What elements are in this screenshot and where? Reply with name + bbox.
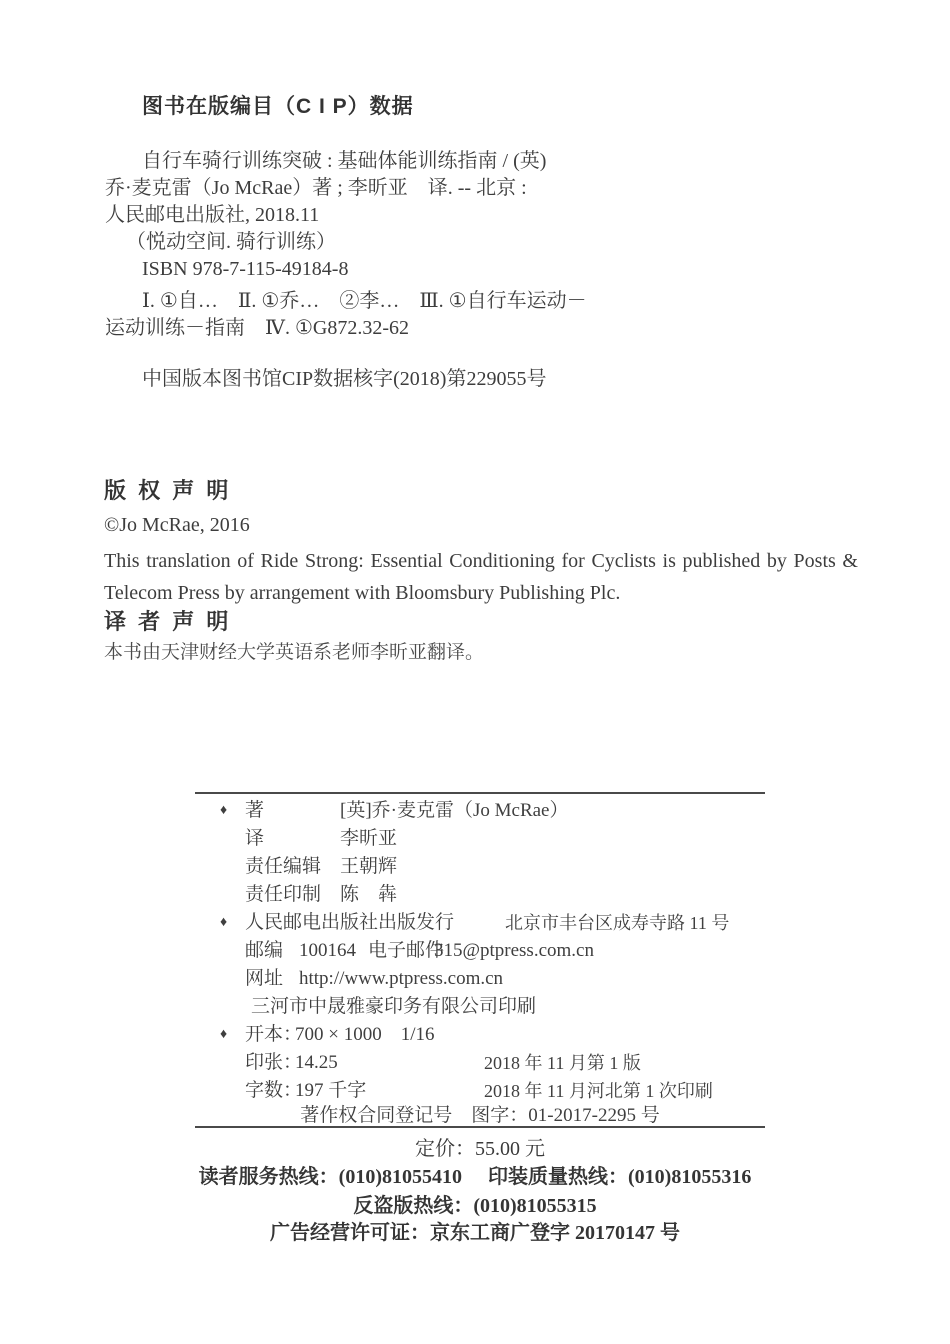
translator-statement-body: 本书由天津财经大学英语系老师李昕亚翻译。 (104, 642, 485, 663)
print-supervisor-value: 陈 犇 (340, 884, 398, 905)
translator-value: 李昕亚 (340, 828, 398, 849)
copyright-notice: ©Jo McRae, 2016 (104, 514, 250, 536)
translator-label: 译 (245, 828, 265, 849)
cip-index-line: 运动训练－指南 Ⅳ. ①G872.32-62 (105, 317, 410, 339)
colophon-row-words (195, 1077, 765, 1105)
colophon-row-translator (195, 825, 765, 853)
postcode-value: 100164 (299, 940, 356, 961)
printing-text: 2018 年 11 月河北第 1 次印刷 (484, 1081, 713, 1101)
format-label: 开本： (245, 1024, 303, 1045)
colophon-row-editor (195, 853, 765, 881)
words-value: 197 千字 (295, 1080, 367, 1101)
colophon-bottom-rule (195, 1126, 765, 1128)
diamond-bullet-icon: ♦ (220, 915, 228, 930)
publisher-address: 北京市丰台区成寿寺路 11 号 (505, 913, 730, 933)
author-label: 著 (245, 800, 265, 821)
author-value: [英]乔·麦克雷（Jo McRae） (340, 800, 569, 821)
colophon-row-print-supervisor (195, 881, 765, 909)
website-label: 网址 (245, 968, 284, 989)
copyright-statement-heading: 版 权 声 明 (104, 478, 232, 503)
cip-line: 乔·麦克雷（Jo McRae）著 ; 李昕亚 译. -- 北京 : (105, 177, 527, 199)
cip-line: 人民邮电出版社, 2018.11 (105, 204, 320, 226)
edition-text: 2018 年 11 月第 1 版 (484, 1053, 641, 1073)
cip-index-line: Ⅰ. ①自… Ⅱ. ①乔… ②李… Ⅲ. ①自行车运动－ (142, 290, 587, 312)
editor-label: 责任编辑 (245, 856, 322, 877)
colophon-top-rule (195, 792, 765, 794)
ad-license: 广告经营许可证：京东工商广登字 20170147 号 (270, 1222, 680, 1244)
colophon-row-format (195, 1021, 765, 1049)
colophon-row-postcode-email (195, 937, 765, 965)
diamond-bullet-icon: ♦ (220, 803, 228, 818)
colophon-row-sheets (195, 1049, 765, 1077)
cip-line: 自行车骑行训练突破 : 基础体能训练指南 / (英) (142, 150, 547, 172)
cip-series-line: （悦动空间. 骑行训练） (126, 231, 336, 253)
colophon-row-publisher (195, 909, 765, 937)
sheets-value: 14.25 (295, 1052, 338, 1073)
anti-piracy-hotline: 反盗版热线：(010)81055315 (353, 1195, 597, 1217)
cip-isbn-line: ISBN 978-7-115-49184-8 (142, 258, 349, 280)
colophon-registration: 著作权合同登记号 图字：01-2017-2295 号 (300, 1105, 660, 1126)
colophon (195, 797, 765, 1127)
website-value: http://www.ptpress.com.cn (299, 968, 504, 989)
price: 定价：55.00 元 (415, 1138, 545, 1160)
postcode-label: 邮编 (245, 940, 284, 961)
print-quality-hotline: 印装质量热线：(010)81055316 (488, 1166, 752, 1188)
colophon-row-printer (195, 993, 765, 1021)
diamond-bullet-icon: ♦ (220, 1027, 228, 1042)
format-value: 700 × 1000 1/16 (295, 1024, 435, 1045)
cip-description (105, 148, 885, 283)
colophon-row-website (195, 965, 765, 993)
cip-heading: 图书在版编目（C I P）数据 (142, 95, 414, 118)
publisher-text: 人民邮电出版社出版发行 (245, 912, 455, 933)
cip-registry-number: 中国版本图书馆CIP数据核字(2018)第229055号 (142, 368, 547, 390)
copyright-english-paragraph (104, 545, 858, 609)
email-value: 315@ptpress.com.cn (434, 940, 594, 961)
cip-index (105, 288, 765, 342)
print-supervisor-label: 责任印制 (245, 884, 322, 905)
sheets-label: 印张： (245, 1052, 303, 1073)
editor-value: 王朝辉 (340, 856, 398, 877)
printer-text: 三河市中晟雅豪印务有限公司印刷 (251, 996, 537, 1017)
copyright-english-line: This translation of Ride Strong: Essential Conditioning for Cyclists is published by Posts & (104, 550, 858, 572)
translator-statement-heading: 译 者 声 明 (104, 609, 232, 634)
colophon-row-author (195, 797, 765, 825)
words-label: 字数： (245, 1080, 303, 1101)
copyright-english-line: Telecom Press by arrangement with Bloomsbury Publishing Plc. (104, 582, 621, 604)
hotline-line-1 (0, 1160, 950, 1189)
email-label: 电子邮件 (368, 940, 445, 961)
reader-service-hotline: 读者服务热线：(010)81055410 (198, 1166, 462, 1188)
